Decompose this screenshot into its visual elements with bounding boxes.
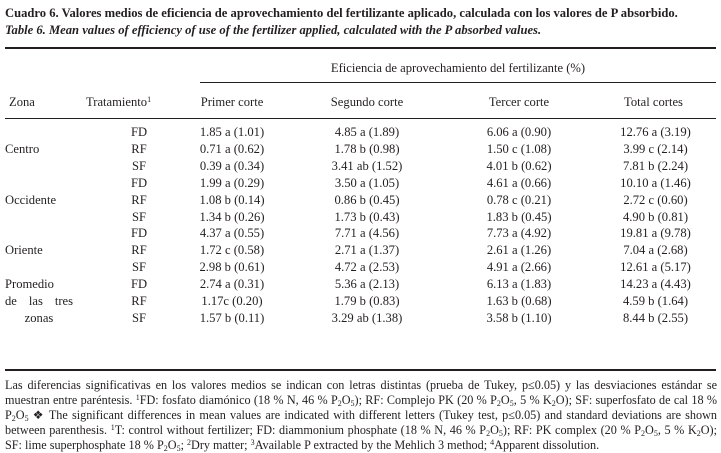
treatment-cell: RF [131, 294, 147, 309]
value-cell: 14.23 a (4.43) [620, 277, 691, 292]
value-cell: 2.71 a (1.37) [334, 243, 400, 258]
value-cell: 2.74 a (0.31) [199, 277, 265, 292]
bottom-rule [5, 369, 716, 371]
value-cell: 0.86 b (0.45) [334, 192, 400, 207]
table-row [5, 310, 716, 327]
value-cell: 12.76 a (3.19) [620, 125, 691, 139]
value-cell: 2.98 b (0.61) [199, 260, 265, 275]
treatment-cell: SF [131, 260, 146, 275]
value-cell: 1.63 b (0.68) [486, 294, 552, 309]
value-cell: 5.36 a (2.13) [334, 277, 400, 292]
footnote-text: Las diferencias significativas en los valores medios se indican con letras distintas (prueba de Tukey, p≤0.05) y las desviaciones estándar se muestran entre paréntesis. $^1$FD: fosfato diamónico (18 % N, 46 % $P_2O_5$); RF: Complejo PK (20 % $P_2O_5$, 5 % $K_2O$); SF: superfosfato de cal 18 % $P_2O_5$ ❖ The significant differences in mean values are indicated with different letters (Tukey test, p≤0.05) and standard deviations are shown between parenthesis. $^1$T: control without fertilizer; FD: diammonium phosphate (18 % N, 46 % $P_2O_5$); RF: PK complex (20 % $P_2O_5$, 5 % $K_2O$); SF: lime superphosphate 18 % $P_2O_5$; $^2$Dry matter; $^3$Available P extracted by the Mehlich 3 method; $^4$Apparent dissolution. [5, 378, 717, 453]
value-cell: 1.79 b (0.83) [334, 294, 400, 309]
table-row [5, 225, 716, 242]
header-rule [5, 118, 716, 119]
value-cell: 3.29 ab (1.38) [331, 310, 403, 325]
value-cell: 4.37 a (0.55) [199, 226, 265, 241]
value-cell: 1.57 b (0.11) [199, 310, 265, 325]
value-cell: 4.91 a (2.66) [486, 260, 552, 275]
value-cell: 4.59 b (1.64) [622, 294, 689, 309]
table-row [5, 293, 716, 310]
zona-cell: Oriente [5, 243, 43, 258]
value-cell: 12.61 a (5.17) [620, 260, 691, 275]
value-cell: 4.72 a (2.53) [334, 260, 400, 275]
efficiency-span-header: Eficiencia de aprovechamiento del fertilizante (%) [330, 61, 586, 75]
table-row [5, 124, 716, 141]
treatment-cell: SF [131, 158, 146, 173]
zona-cell: Centro [5, 141, 40, 156]
treatment-cell: FD [130, 226, 148, 241]
top-rule [5, 47, 716, 49]
value-cell: 4.01 b (0.62) [486, 158, 552, 173]
value-cell: 1.17c (0.20) [201, 294, 263, 309]
value-cell: 7.81 b (2.24) [622, 158, 689, 173]
value-cell: 4.61 a (0.66) [486, 175, 552, 190]
zona-line: de las tres [5, 294, 73, 309]
header-tercer-corte: Tercer corte [488, 95, 550, 109]
value-cell: 4.90 b (0.81) [622, 209, 689, 224]
value-cell: 6.13 a (1.83) [486, 277, 552, 292]
treatment-cell: FD [130, 125, 148, 139]
table-row [5, 175, 716, 192]
treatment-cell: FD [130, 277, 148, 292]
value-cell: 3.41 ab (1.52) [331, 158, 403, 173]
zona-line: Promedio [5, 277, 54, 292]
value-cell: 2.61 a (1.26) [486, 243, 552, 258]
efficiency-table [5, 124, 716, 327]
value-cell: 1.83 b (0.45) [486, 209, 552, 224]
zona-cell: Occidente [5, 192, 57, 207]
value-cell: 8.44 b (2.55) [622, 310, 689, 325]
table-row [5, 242, 716, 259]
header-tratamiento: Tratamiento$^1$ [86, 95, 152, 109]
table-row [5, 192, 716, 209]
value-cell: 0.78 c (0.21) [486, 192, 552, 207]
caption-spanish: Cuadro 6. Valores medios de eficiencia de aprovechamiento del fertilizante aplicado, calculada con los valores de P absorbido. [5, 6, 678, 20]
value-cell: 7.73 a (4.92) [486, 226, 552, 241]
value-cell: 0.39 a (0.34) [199, 158, 265, 173]
treatment-cell: RF [131, 141, 147, 156]
table-row [5, 141, 716, 158]
table-row [5, 209, 716, 226]
header-segundo-corte: Segundo corte [330, 95, 404, 109]
value-cell: 3.50 a (1.05) [334, 175, 400, 190]
header-primer-corte: Primer corte [200, 95, 264, 109]
value-cell: 2.72 c (0.60) [623, 192, 688, 207]
value-cell: 1.50 c (1.08) [486, 141, 552, 156]
table-row [5, 158, 716, 175]
header-zona: Zona [9, 95, 35, 109]
value-cell: 3.99 c (2.14) [623, 141, 688, 156]
value-cell: 1.08 b (0.14) [199, 192, 265, 207]
treatment-cell: SF [131, 310, 146, 325]
value-cell: 1.99 a (0.29) [199, 175, 265, 190]
table-row [5, 259, 716, 276]
treatment-cell: SF [131, 209, 146, 224]
value-cell: 1.78 b (0.98) [334, 141, 400, 156]
value-cell: 6.06 a (0.90) [486, 125, 552, 139]
zona-line: zonas [24, 310, 54, 325]
header-total-cortes: Total cortes [624, 95, 683, 109]
value-cell: 7.71 a (4.56) [334, 226, 400, 241]
value-cell: 0.71 a (0.62) [199, 141, 265, 156]
value-cell: 10.10 a (1.46) [620, 175, 691, 190]
treatment-cell: FD [130, 175, 148, 190]
value-cell: 1.34 b (0.26) [199, 209, 265, 224]
value-cell: 7.04 a (2.68) [623, 243, 688, 258]
table-row [5, 276, 716, 293]
value-cell: 1.73 b (0.43) [334, 209, 400, 224]
treatment-cell: RF [131, 243, 147, 258]
zona-cell [5, 276, 105, 327]
table-caption [5, 5, 717, 39]
table-footnote [5, 378, 717, 453]
caption-english: Table 6. Mean values of efficiency of use of the fertilizer applied, calculated with the P absorbed values. [5, 23, 542, 37]
treatment-cell: RF [131, 192, 147, 207]
value-cell: 3.58 b (1.10) [486, 310, 552, 325]
value-cell: 1.85 a (1.01) [199, 125, 265, 139]
value-cell: 1.72 c (0.58) [199, 243, 265, 258]
value-cell: 4.85 a (1.89) [334, 125, 400, 139]
span-rule [200, 82, 716, 83]
value-cell: 19.81 a (9.78) [620, 226, 691, 241]
